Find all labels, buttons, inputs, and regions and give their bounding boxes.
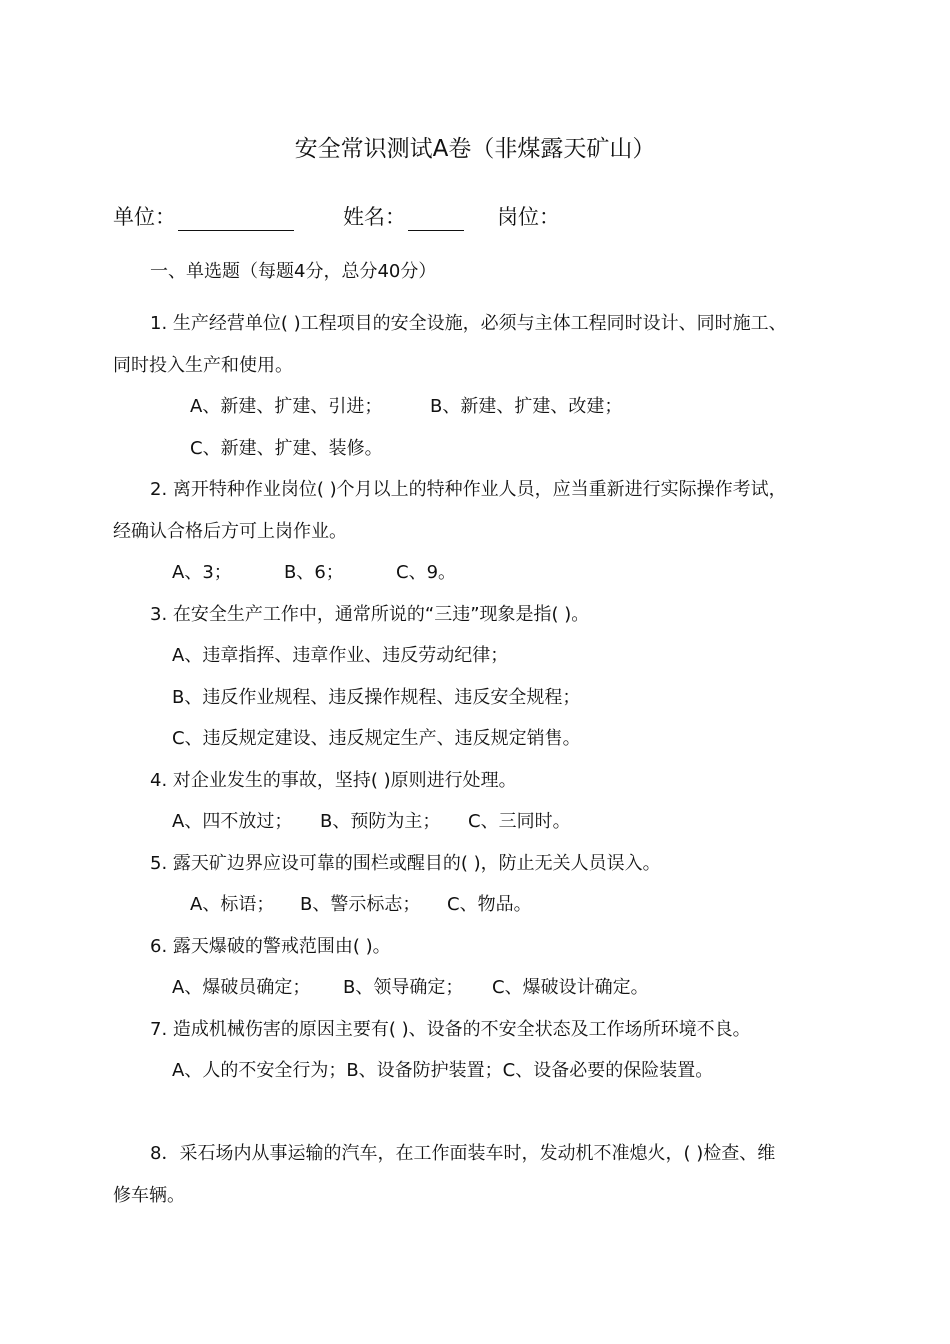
question-6-text: 6. 露天爆破的警戒范围由( )。: [150, 936, 391, 957]
post-label: 岗位：: [497, 205, 560, 229]
name-field: [343, 203, 464, 231]
question-2-text-cont: 经确认合格后方可上岗作业。: [113, 521, 347, 542]
question-3-option-c: C、违反规定建设、违反规定生产、违反规定销售。: [172, 728, 581, 749]
question-1-text: 1. 生产经营单位( )工程项目的安全设施，必须与主体工程同时设计、同时施工、: [150, 313, 787, 334]
post-field: [497, 203, 560, 231]
question-5-option-a: A、标语；: [190, 894, 275, 915]
question-1-option-c: C、新建、扩建、装修。: [190, 438, 383, 459]
question-4-option-b: B、预防为主；: [320, 811, 441, 832]
question-2-option-b: B、6；: [284, 562, 344, 583]
question-2-text: 2. 离开特种作业岗位( )个月以上的特种作业人员，应当重新进行实际操作考试，: [150, 479, 787, 500]
question-2-option-c: C、9。: [396, 562, 457, 583]
question-1-text-cont: 同时投入生产和使用。: [113, 355, 293, 376]
question-4-option-c: C、三同时。: [468, 811, 571, 832]
question-7-options: A、人的不安全行为；B、设备防护装置；C、设备必要的保险装置。: [172, 1060, 714, 1081]
question-5-text: 5. 露天矿边界应设可靠的围栏或醒目的( )，防止无关人员误入。: [150, 853, 661, 874]
question-7-text: 7. 造成机械伤害的原因主要有( )、设备的不安全状态及工作场所环境不良。: [150, 1019, 751, 1040]
name-blank[interactable]: [408, 208, 464, 231]
question-6-option-a: A、爆破员确定；: [172, 977, 311, 998]
question-8-text: 8．采石场内从事运输的汽车，在工作面装车时，发动机不准熄火，( )检查、维: [150, 1143, 776, 1164]
question-4-text: 4. 对企业发生的事故，坚持( )原则进行处理。: [150, 770, 517, 791]
question-1-option-b: B、新建、扩建、改建；: [430, 396, 623, 417]
exam-title: 安全常识测试A卷（非煤露天矿山）: [294, 136, 656, 162]
unit-label: 单位：: [113, 205, 176, 229]
question-3-option-a: A、违章指挥、违章作业、违反劳动纪律；: [172, 645, 509, 666]
question-1-option-a: A、新建、扩建、引进；: [190, 396, 383, 417]
question-4-option-a: A、四不放过；: [172, 811, 293, 832]
unit-blank[interactable]: [178, 208, 294, 231]
section-heading: 一、单选题（每题4分，总分40分）: [150, 261, 437, 282]
question-6-option-b: B、领导确定；: [343, 977, 464, 998]
question-3-option-b: B、违反作业规程、违反操作规程、违反安全规程；: [172, 687, 581, 708]
name-label: 姓名：: [343, 205, 406, 229]
question-6-option-c: C、爆破设计确定。: [492, 977, 649, 998]
question-8-text-cont: 修车辆。: [113, 1185, 185, 1206]
unit-field: [113, 203, 294, 231]
question-2-option-a: A、3；: [172, 562, 232, 583]
question-3-text: 3. 在安全生产工作中，通常所说的“三违”现象是指( )。: [150, 604, 590, 625]
question-5-option-c: C、物品。: [447, 894, 532, 915]
question-5-option-b: B、警示标志；: [300, 894, 421, 915]
